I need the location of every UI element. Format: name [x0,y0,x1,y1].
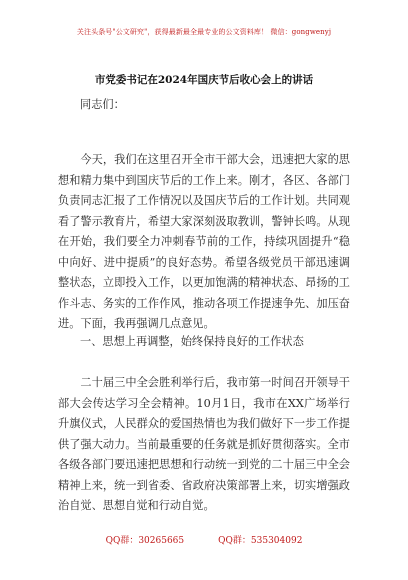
footer-qq-group-1: QQ群：30265665 [105,536,185,546]
section-heading-1: 一、思想上再调整，始终保持良好的工作状态 [80,335,304,348]
footer-contact [0,533,408,546]
paragraph-text: 二十届三中全会胜利举行后，我市第一时间召开领导干部大会传达学习全会精神。10月1日，我市在XX广场举行升旗仪式，人民群众的爱国热情也为我们做好下一步工作提供了强大动力。当前最重要的任务就是抓好贯彻落实。全市各级各部门要迅速把思想和行动统一到党的二十届三中全会精神上来，统一到省委、省政府决策部署上来，切实增强政治自觉、思想自觉和行动自觉。 [58,376,350,512]
header-banner: 关注头条号"公文研究"，获得最新最全最专业的公文资料库！ 微信：gongwenyj [76,28,332,36]
salutation: 同志们： [80,98,125,111]
footer-qq-group-2: QQ群：535304092 [218,536,303,546]
paragraph-text: 今天，我们在这里召开全市干部大会，迅速把大家的思想和精力集中到国庆节后的工作上来。刚才，各区、各部门负责同志汇报了工作情况以及国庆节后的工作计划。共同观看了警示教育片，希望大家深刻汲取教训，警钟长鸣。从现在开始，我们要全力冲刺春节前的工作，持续巩固提升“稳中向好、进中提质”的良好态势。希望各级党员干部迅速调整状态，立即投入工作，以更加饱满的精神状态、昂扬的工作斗志、务实的工作作风，推动各项工作提速争先、加压奋进。下面，我再强调几点意见。 [58,153,350,330]
body-paragraph-1 [58,150,350,335]
document-title: 市党委书记在2024年国庆节后收心会上的讲话 [94,74,314,86]
body-paragraph-2 [58,373,350,517]
